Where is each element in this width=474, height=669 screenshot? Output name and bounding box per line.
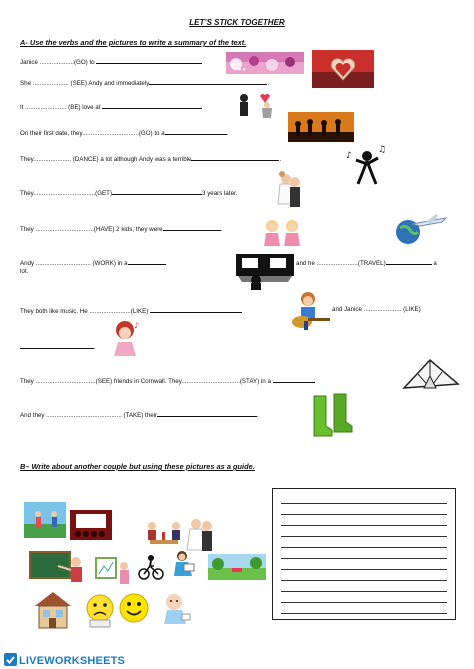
reading-girl-picture [168,548,200,580]
park-picnic-picture [208,554,266,580]
sentence-text: and he ........................(TRAVEL) [296,260,386,267]
sentence-text: lot. [20,268,29,275]
answer-blank[interactable] [149,78,270,87]
sentence-text: They both like music. He ........................(LIKE) [20,308,149,315]
couple-heart-picture [234,90,276,120]
sentence-line [20,258,166,268]
cyclist-picture [138,552,164,582]
sentence-text: And they ............................................ (TAKE) their [20,412,158,419]
sentence-text: She ..................... (SEE) Andy and immediately [20,80,150,87]
sentence-line [20,102,202,112]
sentence-text: 3 years later. [202,190,238,197]
sentence-line [20,224,222,234]
sentence-text: . [220,226,223,233]
twin-girls-picture [258,216,306,250]
sentence-text: . [279,156,282,163]
cinema-picture [70,510,112,540]
sad-face-picture [84,592,116,628]
sentence-text: . [267,80,270,87]
sentence-text: . [257,412,259,419]
sentence-line [20,128,228,138]
sentence-line [20,268,28,276]
house-picture [32,588,74,630]
sentence-line [20,57,202,67]
office-worker-picture [234,250,296,290]
answer-blank[interactable] [157,410,257,417]
writing-area[interactable] [272,488,456,620]
answer-blank[interactable] [128,258,166,265]
green-boots-picture [306,392,356,438]
sentence-text: . [94,344,96,351]
sentence-text: They ..................................(HAVE) 2 kids, they were [20,226,163,233]
sentence-text: They...................... (DANCE) a lot although Andy was a terrible [20,156,192,163]
sentence-text: and Janice ...................... (LIKE) [332,306,421,313]
sentence-line [20,154,281,164]
svg-text:♫: ♫ [378,145,387,155]
brand-name: LIVEWORKSHEETS [19,655,126,667]
answer-blank[interactable] [191,154,282,163]
sentence-text: They ...................................(SEE) friends in Cornwall. They..................................(STAY) in a [20,378,271,385]
sentence-text: a [433,260,437,267]
sentence-line [332,306,421,314]
answer-blank[interactable] [163,224,221,231]
sentence-line [20,188,237,198]
brand-footer [4,653,125,667]
svg-text:♪: ♪ [134,321,140,330]
answer-blank[interactable] [150,306,242,313]
worksheet-title: LET’S STICK TOGETHER [189,18,285,27]
globe-travel-picture [392,212,450,246]
sentence-line [20,78,269,88]
singing-girl-picture [106,318,144,360]
section-a-heading: A- Use the verbs and the pictures to write a summary of the text. [20,38,247,47]
baby-picture [158,590,194,626]
sentence-line [20,342,96,352]
answer-blank[interactable] [102,102,202,109]
section-b-heading: B– Write about another couple but using these pictures as a guide. [20,462,255,471]
wedding-couple-picture [274,170,304,216]
liveworksheets-logo-icon [4,653,17,666]
sentence-line [296,258,437,268]
sentence-text: They....................................(GET) [20,190,113,197]
sentence-text: Janice ....................(GO) to [20,59,97,66]
tennis-couple-picture [24,502,66,538]
wedding-picture [186,516,216,552]
happy-face-picture [118,592,150,624]
sentence-line [20,306,242,316]
answer-blank[interactable] [386,258,432,265]
tent-picture [400,354,460,392]
answer-blank[interactable] [20,342,94,349]
answer-blank[interactable] [112,188,202,195]
sentence-line [20,376,315,386]
sentence-line [20,410,259,420]
svg-text:♥ ♥ ♥: ♥ ♥ ♥ [234,67,246,73]
answer-blank[interactable] [273,376,315,383]
concert-picture [288,112,354,142]
sentence-text: On their first date, they.................................(GO) to a [20,130,165,137]
heart-hands-picture [312,50,374,88]
svg-text:♪: ♪ [346,151,352,161]
teacher-picture [28,550,88,584]
painter-picture [94,556,134,586]
dancer-picture [344,142,390,188]
answer-blank[interactable] [165,128,227,135]
guitar-boy-picture [290,290,332,332]
sentence-text: Andy ................................ (WORK) in a [20,260,128,267]
sentence-text: It ........................ (BE) love at [20,104,103,111]
hearts-party-picture [226,52,304,74]
sentence-text: . [226,130,229,137]
answer-blank[interactable] [96,57,202,64]
dinner-date-picture [144,518,184,550]
